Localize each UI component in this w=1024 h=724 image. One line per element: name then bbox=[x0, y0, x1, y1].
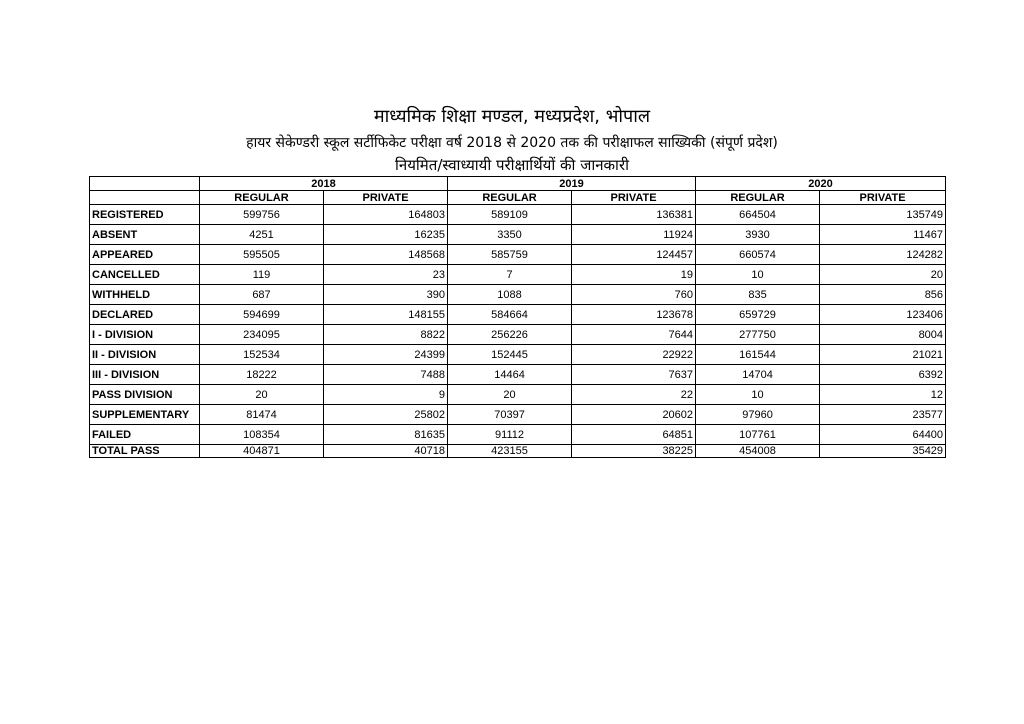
cell-private-2018: 81635 bbox=[324, 425, 448, 445]
cell-regular-2020: 277750 bbox=[696, 325, 820, 345]
header-regular: REGULAR bbox=[448, 191, 572, 205]
cell-regular-2020: 664504 bbox=[696, 205, 820, 225]
cell-regular-2018: 108354 bbox=[200, 425, 324, 445]
cell-regular-2020: 107761 bbox=[696, 425, 820, 445]
cell-regular-2020: 97960 bbox=[696, 405, 820, 425]
cell-regular-2018: 404871 bbox=[200, 445, 324, 458]
row-label: III - DIVISION bbox=[90, 365, 200, 385]
table-row bbox=[90, 225, 946, 245]
cell-private-2018: 16235 bbox=[324, 225, 448, 245]
cell-regular-2019: 589109 bbox=[448, 205, 572, 225]
row-label: DECLARED bbox=[90, 305, 200, 325]
row-label: APPEARED bbox=[90, 245, 200, 265]
cell-regular-2019: 20 bbox=[448, 385, 572, 405]
cell-private-2019: 38225 bbox=[572, 445, 696, 458]
row-label: CANCELLED bbox=[90, 265, 200, 285]
cell-private-2018: 7488 bbox=[324, 365, 448, 385]
cell-private-2018: 40718 bbox=[324, 445, 448, 458]
header-private: PRIVATE bbox=[820, 191, 946, 205]
cell-private-2020: 21021 bbox=[820, 345, 946, 365]
cell-regular-2019: 584664 bbox=[448, 305, 572, 325]
cell-regular-2019: 1088 bbox=[448, 285, 572, 305]
cell-regular-2020: 10 bbox=[696, 265, 820, 285]
cell-private-2020: 856 bbox=[820, 285, 946, 305]
year-header-2020: 2020 bbox=[696, 177, 946, 191]
row-label: PASS DIVISION bbox=[90, 385, 200, 405]
cell-private-2020: 6392 bbox=[820, 365, 946, 385]
cell-private-2020: 11467 bbox=[820, 225, 946, 245]
cell-regular-2018: 4251 bbox=[200, 225, 324, 245]
row-label: FAILED bbox=[90, 425, 200, 445]
table-row bbox=[90, 205, 946, 225]
table-row bbox=[90, 325, 946, 345]
table-row bbox=[90, 285, 946, 305]
cell-private-2019: 136381 bbox=[572, 205, 696, 225]
cell-private-2019: 20602 bbox=[572, 405, 696, 425]
cell-private-2019: 123678 bbox=[572, 305, 696, 325]
cell-regular-2020: 454008 bbox=[696, 445, 820, 458]
year-header-2018: 2018 bbox=[200, 177, 448, 191]
row-label: TOTAL PASS bbox=[90, 445, 200, 458]
table-row bbox=[90, 345, 946, 365]
cell-private-2019: 19 bbox=[572, 265, 696, 285]
cell-private-2020: 123406 bbox=[820, 305, 946, 325]
cell-regular-2019: 14464 bbox=[448, 365, 572, 385]
page-title: माध्यमिक शिक्षा मण्डल, मध्यप्रदेश, भोपाल bbox=[373, 106, 651, 127]
table-row bbox=[90, 265, 946, 285]
row-label: ABSENT bbox=[90, 225, 200, 245]
cell-regular-2018: 119 bbox=[200, 265, 324, 285]
year-header-row bbox=[90, 177, 946, 191]
cell-regular-2019: 256226 bbox=[448, 325, 572, 345]
cell-regular-2018: 20 bbox=[200, 385, 324, 405]
cell-private-2018: 148568 bbox=[324, 245, 448, 265]
table-row bbox=[90, 385, 946, 405]
row-label: WITHHELD bbox=[90, 285, 200, 305]
cell-regular-2020: 659729 bbox=[696, 305, 820, 325]
cell-regular-2020: 3930 bbox=[696, 225, 820, 245]
cell-private-2018: 23 bbox=[324, 265, 448, 285]
year-header-2019: 2019 bbox=[448, 177, 696, 191]
cell-regular-2019: 91112 bbox=[448, 425, 572, 445]
table-row bbox=[90, 365, 946, 385]
cell-regular-2019: 423155 bbox=[448, 445, 572, 458]
cell-regular-2019: 152445 bbox=[448, 345, 572, 365]
table-row bbox=[90, 425, 946, 445]
page-subtitle: हायर सेकेण्डरी स्कूल सर्टीफिकेट परीक्षा वर्ष 2018 से 2020 तक की परीक्षाफल साख्यिकी (संपूर्ण प्रदेश) bbox=[246, 135, 778, 151]
cell-regular-2018: 599756 bbox=[200, 205, 324, 225]
cell-private-2018: 164803 bbox=[324, 205, 448, 225]
cell-private-2020: 8004 bbox=[820, 325, 946, 345]
cell-private-2018: 25802 bbox=[324, 405, 448, 425]
cell-regular-2019: 3350 bbox=[448, 225, 572, 245]
cell-private-2018: 24399 bbox=[324, 345, 448, 365]
cell-private-2019: 22922 bbox=[572, 345, 696, 365]
cell-regular-2020: 660574 bbox=[696, 245, 820, 265]
cell-private-2019: 124457 bbox=[572, 245, 696, 265]
row-label: SUPPLEMENTARY bbox=[90, 405, 200, 425]
row-label: I - DIVISION bbox=[90, 325, 200, 345]
results-statistics-table bbox=[89, 176, 946, 458]
cell-private-2019: 7644 bbox=[572, 325, 696, 345]
cell-regular-2019: 70397 bbox=[448, 405, 572, 425]
cell-regular-2018: 595505 bbox=[200, 245, 324, 265]
header-private: PRIVATE bbox=[324, 191, 448, 205]
page-subtitle-secondary: नियमित/स्वाध्यायी परीक्षार्थियों की जानकारी bbox=[395, 156, 629, 174]
cell-private-2018: 8822 bbox=[324, 325, 448, 345]
header-private: PRIVATE bbox=[572, 191, 696, 205]
header-regular: REGULAR bbox=[696, 191, 820, 205]
cell-regular-2019: 585759 bbox=[448, 245, 572, 265]
cell-private-2020: 35429 bbox=[820, 445, 946, 458]
cell-private-2018: 390 bbox=[324, 285, 448, 305]
cell-private-2020: 23577 bbox=[820, 405, 946, 425]
cell-regular-2018: 152534 bbox=[200, 345, 324, 365]
cell-regular-2018: 594699 bbox=[200, 305, 324, 325]
cell-private-2020: 135749 bbox=[820, 205, 946, 225]
table-row bbox=[90, 305, 946, 325]
cell-regular-2019: 7 bbox=[448, 265, 572, 285]
corner-cell bbox=[90, 177, 200, 191]
cell-private-2019: 11924 bbox=[572, 225, 696, 245]
cell-private-2018: 9 bbox=[324, 385, 448, 405]
cell-private-2020: 64400 bbox=[820, 425, 946, 445]
cell-regular-2020: 835 bbox=[696, 285, 820, 305]
cell-private-2020: 12 bbox=[820, 385, 946, 405]
cell-private-2019: 7637 bbox=[572, 365, 696, 385]
corner-cell bbox=[90, 191, 200, 205]
header-regular: REGULAR bbox=[200, 191, 324, 205]
cell-regular-2018: 234095 bbox=[200, 325, 324, 345]
cell-regular-2018: 81474 bbox=[200, 405, 324, 425]
table-row bbox=[90, 405, 946, 425]
cell-regular-2020: 14704 bbox=[696, 365, 820, 385]
row-label: II - DIVISION bbox=[90, 345, 200, 365]
cell-regular-2018: 687 bbox=[200, 285, 324, 305]
table-row bbox=[90, 245, 946, 265]
category-header-row bbox=[90, 191, 946, 205]
cell-private-2019: 64851 bbox=[572, 425, 696, 445]
cell-private-2020: 124282 bbox=[820, 245, 946, 265]
cell-private-2018: 148155 bbox=[324, 305, 448, 325]
cell-regular-2018: 18222 bbox=[200, 365, 324, 385]
cell-regular-2020: 161544 bbox=[696, 345, 820, 365]
cell-private-2019: 760 bbox=[572, 285, 696, 305]
cell-private-2019: 22 bbox=[572, 385, 696, 405]
cell-private-2020: 20 bbox=[820, 265, 946, 285]
cell-regular-2020: 10 bbox=[696, 385, 820, 405]
row-label: REGISTERED bbox=[90, 205, 200, 225]
table-row-total bbox=[90, 445, 946, 458]
